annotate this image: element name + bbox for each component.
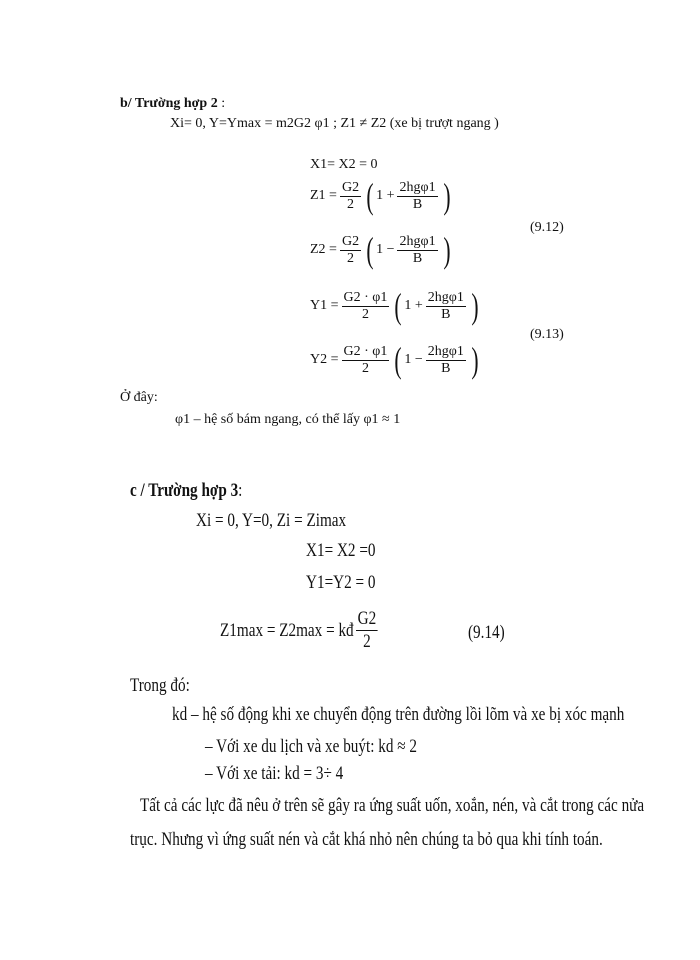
eq-y2: Y2 = $\frac{G2 \cdot \varphi 1}{2}$ ( 1 − $\frac{\text{2hgφ1}}{B}$ ) [310, 340, 479, 380]
paragraph-line: Tất cả các lực đã nêu ở trên sẽ gây ra ứng suất uốn, xoắn, nén, và cắt trong các nửa [140, 795, 645, 816]
bullet-item: – Với xe du lịch và xe buýt: kd ≈ 2 [205, 736, 417, 757]
section-c-conditions: Xi = 0, Y=0, Zi = Zimax [196, 510, 347, 531]
section-b-conditions: Xi= 0, Y=Ymax = m2G2 φ1 ; Z1 ≠ Z2 (xe bị trượt ngang ) [170, 116, 499, 131]
eq-y-zero: Y1=Y2 = 0 [306, 572, 376, 593]
section-b-heading: b/ Trường hợp 2 : [120, 96, 226, 111]
equation-number: (9.12) [530, 220, 564, 235]
equation-number: (9.13) [530, 327, 564, 342]
paragraph-line: trục. Nhưng vì ứng suất nén và cắt khá nhỏ nên chúng ta bỏ qua khi tính toán. [130, 829, 603, 850]
section-c-heading: c / Trường hợp 3: [130, 480, 243, 501]
kd-definition: kd – hệ số động khi xe chuyển động trên đường lồi lõm và xe bị xóc mạnh [172, 704, 625, 725]
eq-x-zero: X1= X2 =0 [306, 540, 376, 561]
eq-z2: Z2 = $\frac{G2}{2}$ ( 1 − $\frac{\text{2hgφ1}}{B}$ ) [310, 230, 451, 270]
equation-number: (9.14) [468, 622, 505, 643]
eq-y1: Y1 = $\frac{G2 \cdot \varphi 1}{2}$ ( 1 + $\frac{\text{2hgφ1}}{B}$ ) [310, 286, 479, 326]
where-label: Trong đó: [130, 675, 190, 696]
where-item: φ1 – hệ số bám ngang, có thể lấy φ1 ≈ 1 [175, 412, 401, 427]
eq-z-max: Z1max = Z2max = kđ $\frac{G2}{2}$ [220, 608, 377, 652]
where-label: Ở đây: [120, 390, 158, 405]
eq-x-zero: X1= X2 = 0 [310, 157, 378, 172]
bullet-item: – Với xe tải: kd = 3÷ 4 [205, 763, 344, 784]
eq-z1: Z1 = $\frac{G2}{2}$ ( 1 + $\frac{\text{2hgφ1}}{B}$ ) [310, 176, 451, 216]
